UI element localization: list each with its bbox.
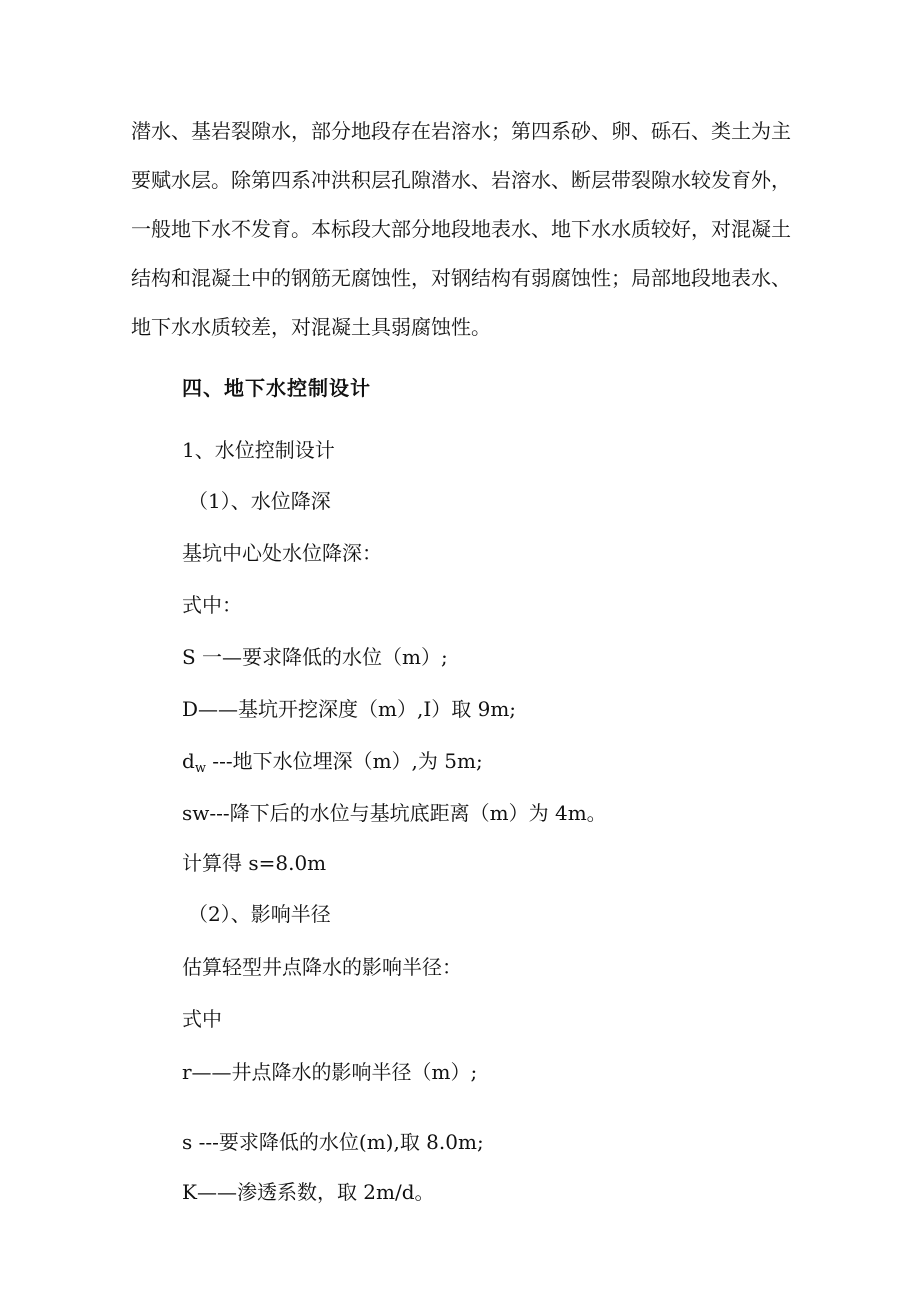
definition-s: s ---要求降低的水位(m),取 8.0m; [182, 1130, 484, 1154]
item-1-result: 计算得 s=8.0m [182, 851, 327, 875]
paragraph-line: 地下水水质较差，对混凝土具弱腐蚀性。 [131, 315, 491, 339]
item-2-where-label: 式中 [182, 1007, 222, 1031]
definition-D: D——基坑开挖深度（m）,I）取 9m; [182, 697, 517, 721]
hydrogeology-paragraph [131, 107, 796, 352]
paragraph-line: 结构和混凝土中的钢筋无腐蚀性，对钢结构有弱腐蚀性；局部地段地表水、 [131, 266, 791, 290]
item-1-intro: 基坑中心处水位降深： [182, 541, 382, 565]
definition-sw: sw---降下后的水位与基坑底距离（m）为 4m。 [182, 801, 607, 825]
item-2-intro: 估算轻型井点降水的影响半径： [182, 955, 462, 979]
paragraph-line: 潜水、基岩裂隙水，部分地段存在岩溶水；第四系砂、卵、砾石、类土为主 [131, 119, 791, 143]
definition-S: S 一—要求降低的水位（m）; [182, 645, 448, 669]
definition-K: K——渗透系数，取 2m/d。 [182, 1180, 435, 1204]
definition-dw [182, 747, 483, 783]
item-1-title: （1）、水位降深 [188, 489, 331, 513]
subsection-title: 1、水位控制设计 [182, 438, 335, 462]
dw-text: ---地下水位埋深（m）,为 5m; [205, 749, 483, 773]
definition-r: r——井点降水的影响半径（m）; [182, 1060, 478, 1084]
item-1-where-label: 式中： [182, 593, 242, 617]
dw-subscript: w [194, 761, 206, 776]
paragraph-line: 要赋水层。除第四系冲洪积层孔隙潜水、岩溶水、断层带裂隙水较发育外， [131, 168, 791, 192]
section-heading: 四、地下水控制设计 [182, 376, 371, 400]
item-2-title: （2）、影响半径 [188, 902, 331, 926]
dw-symbol: d [182, 749, 195, 773]
paragraph-line: 一般地下水不发育。本标段大部分地段地表水、地下水水质较好，对混凝土 [131, 217, 791, 241]
